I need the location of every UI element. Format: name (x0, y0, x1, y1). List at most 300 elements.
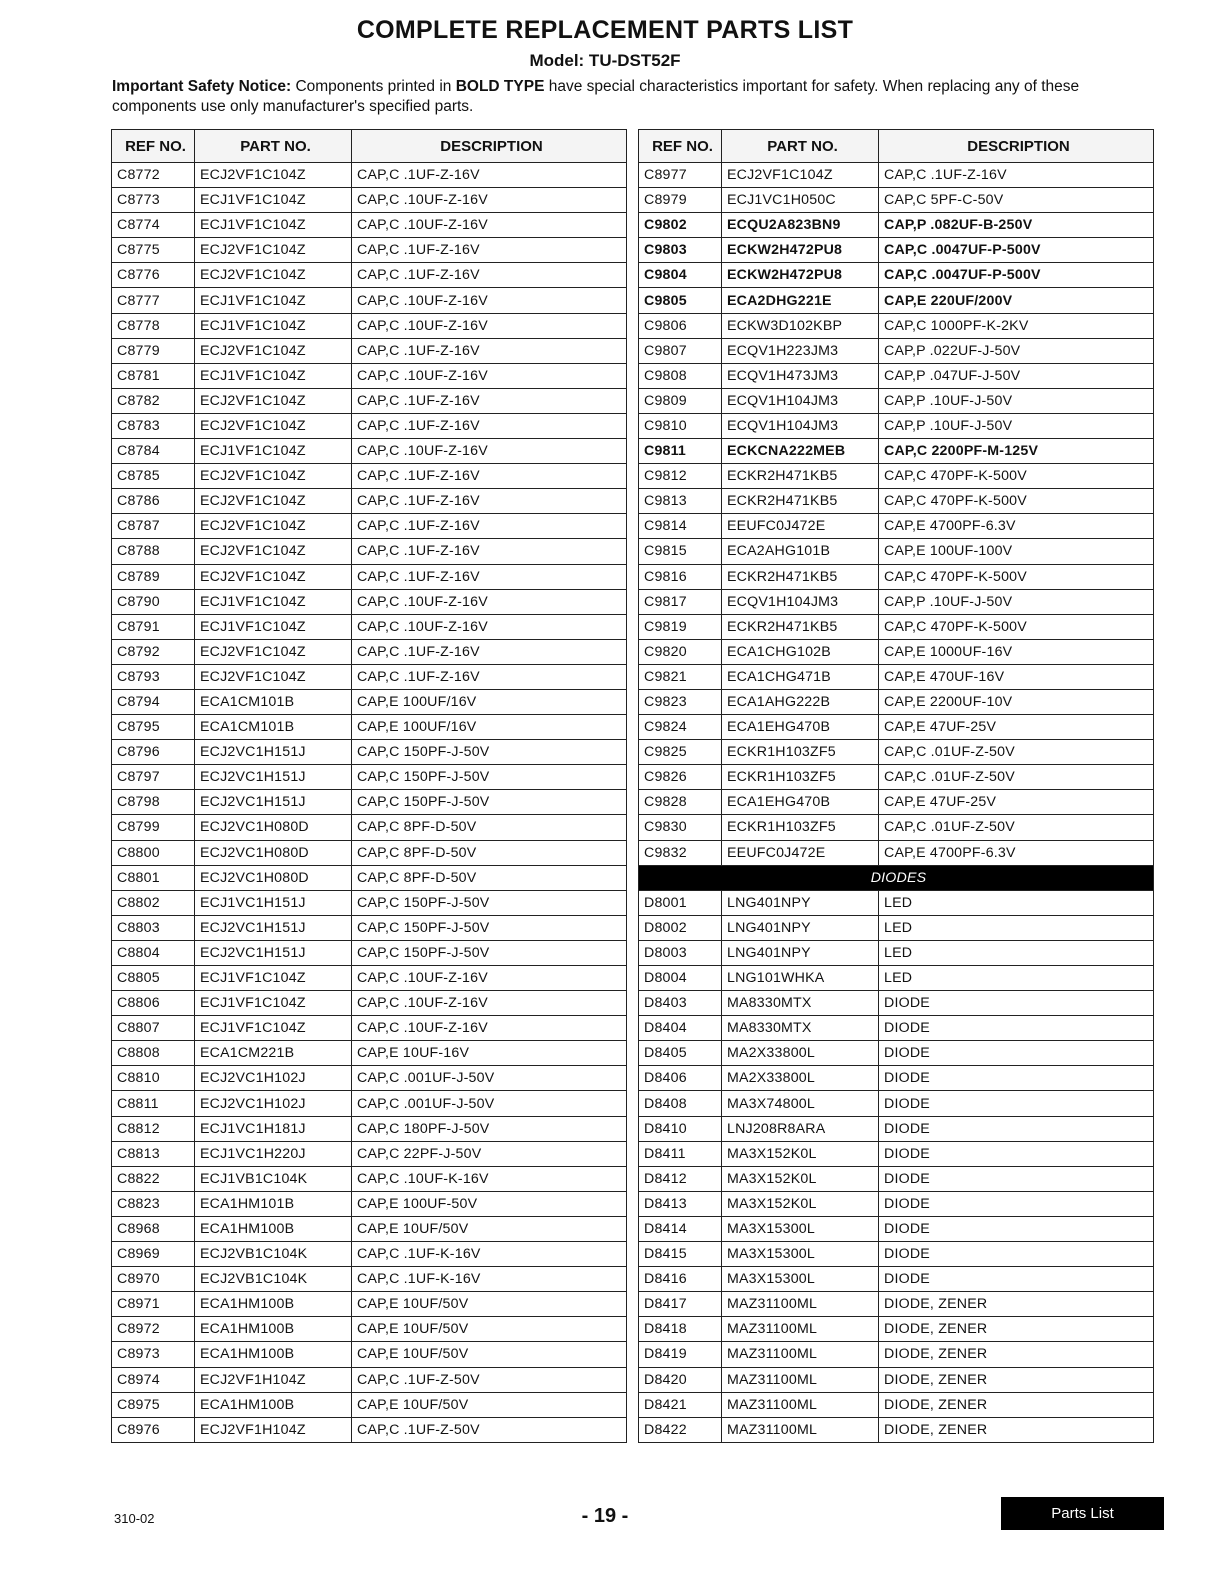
desc-cell: DIODE (879, 1041, 1154, 1066)
desc-cell: CAP,C .1UF-Z-16V (352, 489, 627, 514)
part-cell: ECKR2H471KB5 (722, 464, 879, 489)
ref-cell: C8823 (112, 1191, 195, 1216)
desc-cell: CAP,C 150PF-J-50V (352, 890, 627, 915)
table-row (112, 188, 627, 213)
desc-cell: LED (879, 915, 1154, 940)
desc-cell: CAP,C .01UF-Z-50V (879, 815, 1154, 840)
part-cell: ECJ1VC1H220J (195, 1141, 352, 1166)
table-row (112, 689, 627, 714)
ref-cell: C9817 (639, 589, 722, 614)
part-cell: ECKCNA222MEB (722, 439, 879, 464)
desc-cell: CAP,C .1UF-Z-16V (352, 388, 627, 413)
desc-cell: CAP,C .1UF-Z-16V (352, 263, 627, 288)
ref-cell: C8791 (112, 614, 195, 639)
part-cell: ECJ2VB1C104K (195, 1242, 352, 1267)
ref-cell: D8419 (639, 1342, 722, 1367)
ref-cell: C8822 (112, 1166, 195, 1191)
ref-cell: C8973 (112, 1342, 195, 1367)
part-cell: ECJ2VF1C104Z (195, 489, 352, 514)
desc-cell: DIODE, ZENER (879, 1342, 1154, 1367)
ref-cell: C9814 (639, 514, 722, 539)
desc-cell: CAP,C .1UF-Z-16V (352, 338, 627, 363)
ref-cell: C9811 (639, 439, 722, 464)
part-cell: ECA2DHG221E (722, 288, 879, 313)
desc-cell: CAP,C 150PF-J-50V (352, 940, 627, 965)
part-cell: ECJ2VC1H151J (195, 790, 352, 815)
desc-cell: CAP,C .0047UF-P-500V (879, 238, 1154, 263)
desc-cell: CAP,E 220UF/200V (879, 288, 1154, 313)
part-cell: ECJ1VF1C104Z (195, 313, 352, 338)
table-row (639, 363, 1154, 388)
parts-table-left-body (112, 163, 627, 1443)
ref-cell: D8412 (639, 1166, 722, 1191)
table-row (112, 1066, 627, 1091)
desc-cell: CAP,E 2200UF-10V (879, 689, 1154, 714)
desc-cell: CAP,C 22PF-J-50V (352, 1141, 627, 1166)
desc-cell: CAP,E 10UF/50V (352, 1292, 627, 1317)
table-row (639, 1016, 1154, 1041)
table-row (112, 1016, 627, 1041)
table-row (112, 1166, 627, 1191)
table-row (639, 313, 1154, 338)
part-cell: EEUFC0J472E (722, 840, 879, 865)
desc-cell: CAP,E 1000UF-16V (879, 639, 1154, 664)
ref-cell: C8783 (112, 413, 195, 438)
desc-cell: DIODE (879, 1166, 1154, 1191)
part-cell: MA3X152K0L (722, 1191, 879, 1216)
table-row (639, 1216, 1154, 1241)
table-row (112, 1116, 627, 1141)
desc-cell: CAP,C 5PF-C-50V (879, 188, 1154, 213)
table-row (639, 940, 1154, 965)
ref-cell: C9823 (639, 689, 722, 714)
table-row (112, 263, 627, 288)
desc-cell: CAP,C .10UF-Z-16V (352, 439, 627, 464)
ref-cell: D8418 (639, 1317, 722, 1342)
desc-cell: CAP,C .1UF-Z-16V (352, 413, 627, 438)
table-row (639, 589, 1154, 614)
ref-cell: C9809 (639, 388, 722, 413)
ref-cell: C8789 (112, 564, 195, 589)
part-cell: LNG401NPY (722, 940, 879, 965)
table-row (112, 514, 627, 539)
ref-cell: C8779 (112, 338, 195, 363)
table-row (112, 464, 627, 489)
ref-cell: C8975 (112, 1392, 195, 1417)
ref-cell: C8812 (112, 1116, 195, 1141)
table-row (112, 1216, 627, 1241)
table-header-row (112, 130, 627, 163)
desc-cell: LED (879, 940, 1154, 965)
ref-cell: C9805 (639, 288, 722, 313)
ref-cell: D8004 (639, 966, 722, 991)
desc-cell: CAP,C .0047UF-P-500V (879, 263, 1154, 288)
part-cell: ECKR2H471KB5 (722, 564, 879, 589)
table-row (112, 1141, 627, 1166)
table-row (112, 1367, 627, 1392)
ref-cell: C8798 (112, 790, 195, 815)
part-cell: ECQV1H473JM3 (722, 363, 879, 388)
desc-cell: CAP,E 100UF-100V (879, 539, 1154, 564)
part-cell: ECJ2VF1C104Z (195, 163, 352, 188)
table-row (639, 966, 1154, 991)
part-cell: MA3X152K0L (722, 1166, 879, 1191)
desc-cell: CAP,C .001UF-J-50V (352, 1091, 627, 1116)
desc-cell: CAP,P .047UF-J-50V (879, 363, 1154, 388)
part-cell: ECJ2VF1C104Z (195, 238, 352, 263)
ref-cell: C8805 (112, 966, 195, 991)
ref-cell: C8796 (112, 740, 195, 765)
desc-cell: CAP,P .082UF-B-250V (879, 213, 1154, 238)
table-row (112, 790, 627, 815)
desc-cell: CAP,C .1UF-K-16V (352, 1267, 627, 1292)
table-row (112, 238, 627, 263)
desc-cell: CAP,C 150PF-J-50V (352, 790, 627, 815)
ref-cell: C9804 (639, 263, 722, 288)
part-cell: ECJ2VC1H080D (195, 815, 352, 840)
part-cell: ECA1EHG470B (722, 790, 879, 815)
desc-cell: DIODE (879, 1216, 1154, 1241)
table-row (639, 388, 1154, 413)
part-cell: ECA1CHG102B (722, 639, 879, 664)
part-cell: ECKW3D102KBP (722, 313, 879, 338)
desc-cell: DIODE (879, 1191, 1154, 1216)
part-cell: ECKR2H471KB5 (722, 614, 879, 639)
desc-cell: CAP,C .1UF-Z-16V (352, 564, 627, 589)
table-row (112, 1342, 627, 1367)
table-row (639, 614, 1154, 639)
notice-bold-type: BOLD TYPE (455, 78, 545, 95)
table-row (639, 514, 1154, 539)
table-row (639, 740, 1154, 765)
table-row (112, 539, 627, 564)
desc-cell: CAP,C .10UF-Z-16V (352, 589, 627, 614)
desc-cell: CAP,E 4700PF-6.3V (879, 514, 1154, 539)
desc-cell: CAP,C .1UF-Z-16V (352, 639, 627, 664)
table-row (639, 338, 1154, 363)
ref-cell: C9802 (639, 213, 722, 238)
desc-cell: CAP,C .1UF-Z-16V (352, 539, 627, 564)
parts-table-left (111, 129, 627, 1443)
ref-cell: C9825 (639, 740, 722, 765)
ref-cell: C8777 (112, 288, 195, 313)
part-cell: ECKW2H472PU8 (722, 238, 879, 263)
part-cell: ECJ2VF1C104Z (195, 338, 352, 363)
ref-cell: D8414 (639, 1216, 722, 1241)
part-cell: ECJ1VB1C104K (195, 1166, 352, 1191)
ref-cell: C8977 (639, 163, 722, 188)
ref-cell: C8776 (112, 263, 195, 288)
ref-cell: D8411 (639, 1141, 722, 1166)
desc-cell: CAP,E 10UF/50V (352, 1216, 627, 1241)
ref-cell: C8781 (112, 363, 195, 388)
ref-cell: D8408 (639, 1091, 722, 1116)
table-row (112, 363, 627, 388)
ref-cell: C9812 (639, 464, 722, 489)
desc-cell: DIODE (879, 1267, 1154, 1292)
part-cell: MA3X15300L (722, 1216, 879, 1241)
part-cell: ECKR2H471KB5 (722, 489, 879, 514)
ref-cell: C8784 (112, 439, 195, 464)
page-number: - 19 - (581, 1505, 629, 1527)
table-row (639, 1166, 1154, 1191)
table-row (639, 1392, 1154, 1417)
desc-cell: CAP,E 10UF/50V (352, 1317, 627, 1342)
part-cell: ECJ2VF1C104Z (195, 464, 352, 489)
ref-cell: C9830 (639, 815, 722, 840)
table-row (112, 388, 627, 413)
table-row (639, 890, 1154, 915)
part-cell: ECJ1VF1C104Z (195, 188, 352, 213)
ref-cell: C8778 (112, 313, 195, 338)
table-row (639, 815, 1154, 840)
desc-cell: CAP,C .10UF-Z-16V (352, 363, 627, 388)
desc-cell: CAP,C .1UF-Z-16V (352, 514, 627, 539)
ref-cell: C8782 (112, 388, 195, 413)
table-row (112, 338, 627, 363)
part-cell: ECJ2VF1H104Z (195, 1417, 352, 1442)
part-cell: ECJ2VF1C104Z (195, 564, 352, 589)
table-row (639, 288, 1154, 313)
section-tag: Parts List (1001, 1497, 1164, 1530)
table-row (112, 1267, 627, 1292)
ref-cell: C8801 (112, 865, 195, 890)
desc-cell: CAP,C 150PF-J-50V (352, 740, 627, 765)
ref-cell: C8787 (112, 514, 195, 539)
ref-cell: C8799 (112, 815, 195, 840)
desc-cell: CAP,P .022UF-J-50V (879, 338, 1154, 363)
table-row (112, 564, 627, 589)
part-cell: ECJ2VF1C104Z (195, 639, 352, 664)
ref-cell: C8972 (112, 1317, 195, 1342)
desc-cell: CAP,C .1UF-Z-16V (352, 238, 627, 263)
table-row (639, 689, 1154, 714)
ref-cell: C8786 (112, 489, 195, 514)
ref-cell: C8794 (112, 689, 195, 714)
desc-cell: CAP,C 470PF-K-500V (879, 614, 1154, 639)
ref-cell: C9807 (639, 338, 722, 363)
desc-cell: CAP,C 1000PF-K-2KV (879, 313, 1154, 338)
ref-cell: C9815 (639, 539, 722, 564)
table-row (639, 413, 1154, 438)
ref-cell: C9808 (639, 363, 722, 388)
desc-cell: CAP,C 8PF-D-50V (352, 865, 627, 890)
ref-cell: C9819 (639, 614, 722, 639)
ref-cell: D8422 (639, 1417, 722, 1442)
desc-cell: CAP,C .1UF-Z-16V (352, 664, 627, 689)
part-cell: ECA2AHG101B (722, 539, 879, 564)
part-cell: ECJ2VF1C104Z (195, 413, 352, 438)
desc-cell: CAP,C .10UF-Z-16V (352, 614, 627, 639)
ref-cell: D8404 (639, 1016, 722, 1041)
table-row (112, 1242, 627, 1267)
desc-cell: CAP,C .1UF-Z-16V (352, 464, 627, 489)
ref-cell: C8772 (112, 163, 195, 188)
ref-cell: C8970 (112, 1267, 195, 1292)
ref-cell: D8421 (639, 1392, 722, 1417)
part-cell: ECJ2VC1H151J (195, 940, 352, 965)
table-row (112, 840, 627, 865)
ref-cell: C8788 (112, 539, 195, 564)
ref-cell: D8001 (639, 890, 722, 915)
desc-cell: DIODE (879, 991, 1154, 1016)
table-row (639, 1066, 1154, 1091)
col-header-ref: REF NO. (112, 130, 195, 163)
ref-cell: C8976 (112, 1417, 195, 1442)
table-row (112, 614, 627, 639)
part-cell: ECA1CM221B (195, 1041, 352, 1066)
ref-cell: D8405 (639, 1041, 722, 1066)
ref-cell: C9816 (639, 564, 722, 589)
ref-cell: D8415 (639, 1242, 722, 1267)
desc-cell: CAP,P .10UF-J-50V (879, 388, 1154, 413)
ref-cell: C9826 (639, 765, 722, 790)
table-row (112, 940, 627, 965)
col-header-part: PART NO. (195, 130, 352, 163)
table-row (639, 1141, 1154, 1166)
table-row (639, 840, 1154, 865)
part-cell: LNG101WHKA (722, 966, 879, 991)
desc-cell: CAP,C .1UF-Z-50V (352, 1417, 627, 1442)
table-row (112, 1317, 627, 1342)
table-row (639, 1317, 1154, 1342)
desc-cell: CAP,C .10UF-K-16V (352, 1166, 627, 1191)
part-cell: ECJ2VB1C104K (195, 1267, 352, 1292)
section-header-row (639, 865, 1154, 890)
table-row (639, 188, 1154, 213)
part-cell: ECKR1H103ZF5 (722, 815, 879, 840)
desc-cell: CAP,E 100UF-50V (352, 1191, 627, 1216)
table-row (112, 715, 627, 740)
ref-cell: C8803 (112, 915, 195, 940)
desc-cell: CAP,E 100UF/16V (352, 689, 627, 714)
part-cell: MAZ31100ML (722, 1342, 879, 1367)
table-row (112, 664, 627, 689)
part-cell: ECJ1VC1H050C (722, 188, 879, 213)
part-cell: ECJ2VC1H151J (195, 740, 352, 765)
desc-cell: CAP,C .10UF-Z-16V (352, 966, 627, 991)
ref-cell: C9820 (639, 639, 722, 664)
desc-cell: CAP,C .1UF-Z-16V (352, 163, 627, 188)
part-cell: ECQV1H104JM3 (722, 388, 879, 413)
part-cell: ECQV1H223JM3 (722, 338, 879, 363)
part-cell: MAZ31100ML (722, 1317, 879, 1342)
table-row (639, 790, 1154, 815)
desc-cell: CAP,C .1UF-Z-50V (352, 1367, 627, 1392)
part-cell: ECA1CHG471B (722, 664, 879, 689)
part-cell: ECJ2VF1C104Z (722, 163, 879, 188)
desc-cell: DIODE, ZENER (879, 1317, 1154, 1342)
table-row (112, 288, 627, 313)
part-cell: ECQV1H104JM3 (722, 589, 879, 614)
table-row (639, 991, 1154, 1016)
part-cell: MA3X15300L (722, 1267, 879, 1292)
desc-cell: DIODE (879, 1066, 1154, 1091)
table-row (639, 439, 1154, 464)
table-row (639, 639, 1154, 664)
desc-cell: CAP,C .01UF-Z-50V (879, 740, 1154, 765)
table-row (112, 1091, 627, 1116)
part-cell: ECA1HM101B (195, 1191, 352, 1216)
table-row (639, 163, 1154, 188)
part-cell: MAZ31100ML (722, 1292, 879, 1317)
part-cell: ECJ2VC1H151J (195, 765, 352, 790)
ref-cell: C8792 (112, 639, 195, 664)
table-row (639, 464, 1154, 489)
model-subtitle: Model: TU-DST52F (529, 51, 681, 70)
table-row (112, 589, 627, 614)
desc-cell: CAP,C 8PF-D-50V (352, 840, 627, 865)
part-cell: ECJ2VC1H080D (195, 840, 352, 865)
table-row (112, 915, 627, 940)
table-row (112, 1292, 627, 1317)
part-cell: ECA1HM100B (195, 1292, 352, 1317)
part-cell: ECKR1H103ZF5 (722, 740, 879, 765)
table-row (639, 564, 1154, 589)
part-cell: MA3X74800L (722, 1091, 879, 1116)
ref-cell: D8003 (639, 940, 722, 965)
ref-cell: C8790 (112, 589, 195, 614)
desc-cell: CAP,P .10UF-J-50V (879, 589, 1154, 614)
table-row (639, 1417, 1154, 1442)
part-cell: MA8330MTX (722, 1016, 879, 1041)
ref-cell: C8793 (112, 664, 195, 689)
table-row (112, 1041, 627, 1066)
part-cell: ECJ1VF1C104Z (195, 589, 352, 614)
table-row (639, 213, 1154, 238)
desc-cell: DIODE (879, 1141, 1154, 1166)
part-cell: ECA1HM100B (195, 1392, 352, 1417)
part-cell: MA8330MTX (722, 991, 879, 1016)
desc-cell: CAP,C 470PF-K-500V (879, 489, 1154, 514)
table-row (639, 1267, 1154, 1292)
table-row (112, 413, 627, 438)
ref-cell: C8807 (112, 1016, 195, 1041)
part-cell: ECJ1VF1C104Z (195, 991, 352, 1016)
ref-cell: C8968 (112, 1216, 195, 1241)
desc-cell: DIODE (879, 1091, 1154, 1116)
ref-cell: C9821 (639, 664, 722, 689)
ref-cell: D8417 (639, 1292, 722, 1317)
part-cell: ECQU2A823BN9 (722, 213, 879, 238)
part-cell: MAZ31100ML (722, 1392, 879, 1417)
ref-cell: C9803 (639, 238, 722, 263)
table-row (639, 715, 1154, 740)
desc-cell: CAP,E 47UF-25V (879, 715, 1154, 740)
part-cell: MAZ31100ML (722, 1417, 879, 1442)
table-row (639, 1191, 1154, 1216)
table-row (112, 765, 627, 790)
part-cell: ECJ2VF1C104Z (195, 263, 352, 288)
table-row (112, 1191, 627, 1216)
ref-cell: C9824 (639, 715, 722, 740)
notice-text-1: Components printed in (291, 78, 456, 95)
part-cell: ECA1CM101B (195, 715, 352, 740)
part-cell: MAZ31100ML (722, 1367, 879, 1392)
ref-cell: C8969 (112, 1242, 195, 1267)
col-header-ref: REF NO. (639, 130, 722, 163)
desc-cell: CAP,C 8PF-D-50V (352, 815, 627, 840)
ref-cell: D8413 (639, 1191, 722, 1216)
table-row (112, 1417, 627, 1442)
part-cell: ECJ2VC1H080D (195, 865, 352, 890)
section-header: DIODES (639, 865, 1154, 890)
desc-cell: CAP,C 2200PF-M-125V (879, 439, 1154, 464)
desc-cell: CAP,C 150PF-J-50V (352, 765, 627, 790)
ref-cell: D8403 (639, 991, 722, 1016)
desc-cell: CAP,P .10UF-J-50V (879, 413, 1154, 438)
table-row (112, 865, 627, 890)
